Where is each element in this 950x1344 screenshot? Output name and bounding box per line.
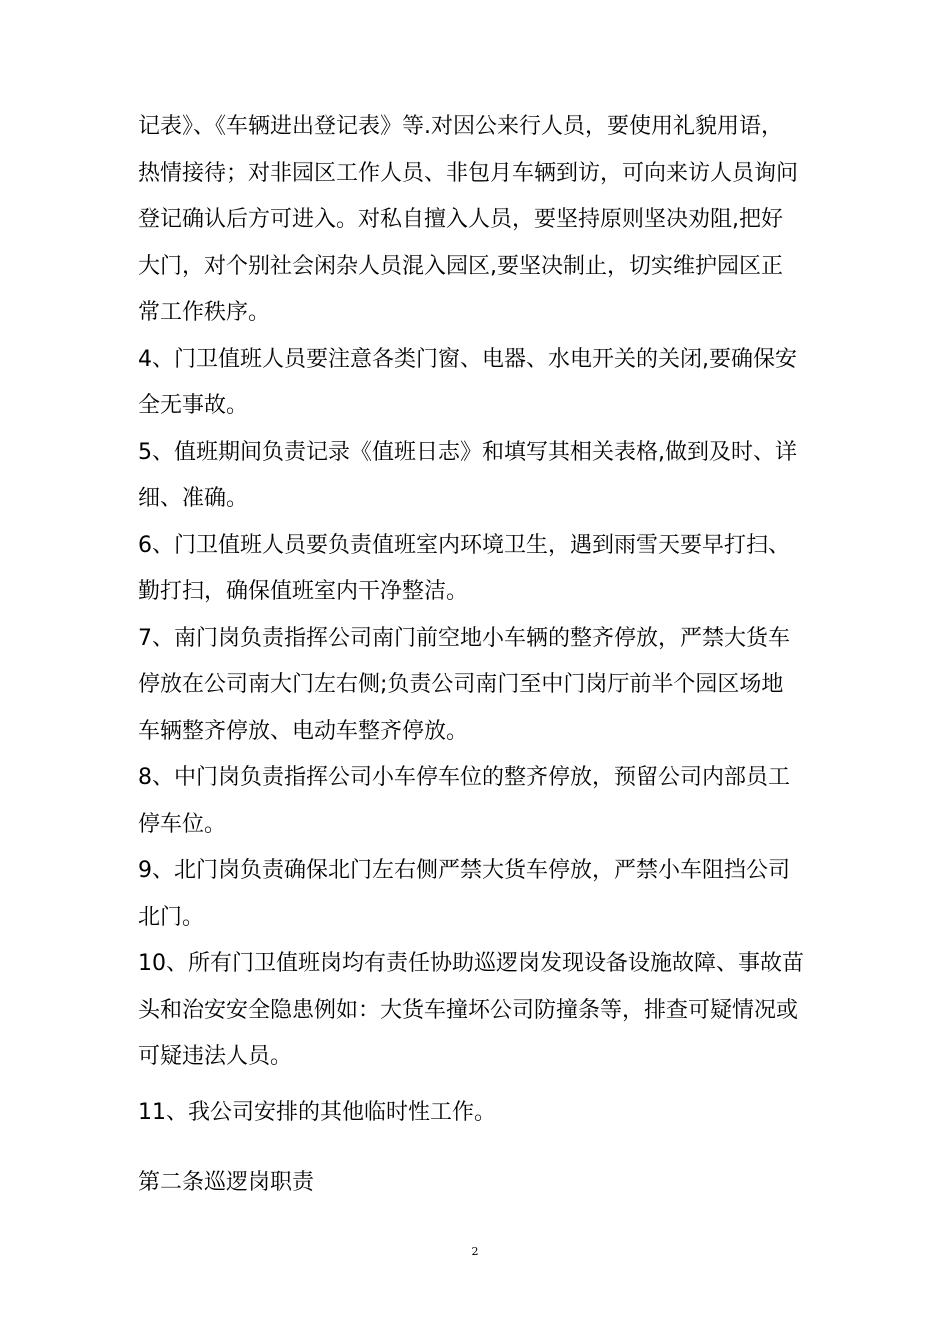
text-line: 车辆整齐停放、电动车整齐停放。 <box>138 718 469 744</box>
paragraph-item-7 <box>138 616 814 756</box>
text-line: 7、南门岗负责指挥公司南门前空地小车辆的整齐停放，严禁大货车 <box>138 625 790 651</box>
text-line: 勤打扫，确保值班室内干净整洁。 <box>138 579 469 604</box>
text-line: 记表》、《车辆进出登记表》等.对因公来行人员，要使用礼貌用语， <box>138 114 783 139</box>
paragraph-item-10 <box>138 941 814 1081</box>
text-line: 8、中门岗负责指挥公司小车停车位的整齐停放，预留公司内部员工 <box>138 765 790 790</box>
text-line: 头和治安安全隐患例如：大货车撞坏公司防撞条等，排查可疑情况或 <box>138 997 799 1023</box>
paragraph-item-8 <box>138 755 814 848</box>
text-line: 停放在公司南大门左右侧;负责公司南门至中门岗厅前半个园区场地 <box>138 672 784 697</box>
text-line: 细、准确。 <box>138 486 249 511</box>
page-number: 2 <box>471 1245 479 1258</box>
text-line: 登记确认后方可进入。对私自擅入人员，要坚持原则坚决劝阻,把好 <box>138 207 783 232</box>
text-line: 北门。 <box>138 904 205 930</box>
text-line: 热情接待；对非园区工作人员、非包月车辆到访，可向来访人员询问 <box>138 160 799 186</box>
text-line: 9、北门岗负责确保北门左右侧严禁大货车停放，严禁小车阻挡公司 <box>138 858 790 883</box>
document-body <box>138 104 814 1081</box>
paragraph-item-4 <box>138 337 814 430</box>
text-line: 10、所有门卫值班岗均有责任协助巡逻岗发现设备设施故障、事故苗 <box>138 951 804 976</box>
paragraph-item-11: 11、我公司安排的其他临时性工作。 <box>138 1100 496 1125</box>
text-line: 4、门卫值班人员要注意各类门窗、电器、水电开关的关闭,要确保安 <box>138 346 797 372</box>
paragraph-item-5 <box>138 430 814 523</box>
paragraph-continuation <box>138 104 814 337</box>
section-heading: 第二条巡逻岗职责 <box>138 1170 315 1195</box>
paragraph-item-9 <box>138 848 814 941</box>
text-line: 常工作秩序。 <box>138 300 271 325</box>
text-line: 6、门卫值班人员要负责值班室内环境卫生，遇到雨雪天要早打扫、 <box>138 532 790 558</box>
text-line: 停车位。 <box>138 811 227 837</box>
paragraph-item-6 <box>138 523 814 616</box>
text-line: 大门，对个别社会闲杂人员混入园区,要坚决制止，切实维护园区正 <box>138 253 783 279</box>
text-line: 5、值班期间负责记录《值班日志》和填写其相关表格,做到及时、详 <box>138 439 797 465</box>
text-line: 可疑违法人员。 <box>138 1044 293 1069</box>
text-line: 全无事故。 <box>138 393 249 418</box>
